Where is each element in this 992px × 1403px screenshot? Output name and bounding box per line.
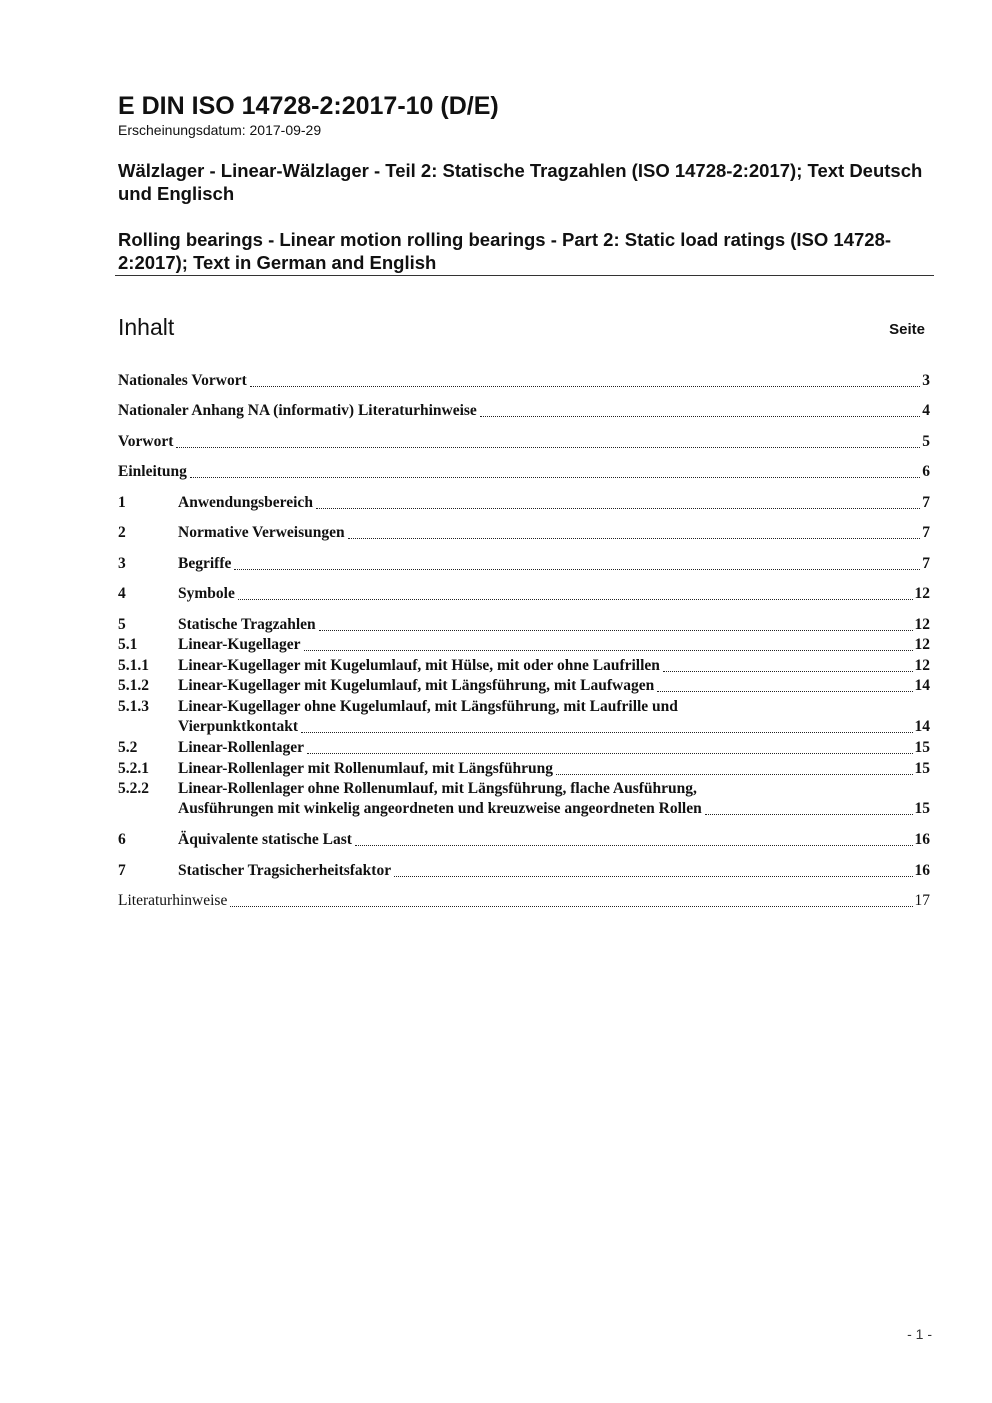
title-german: Wälzlager - Linear-Wälzlager - Teil 2: Statische Tragzahlen (ISO 14728-2:2017); Text Deutsch und Englisch: [118, 160, 923, 204]
toc-entry-number: 6: [118, 831, 126, 848]
toc-entry-text: Linear-Kugellager mit Kugelumlauf, mit Hülse, mit oder ohne Laufrillen: [178, 657, 660, 674]
toc-leader: [230, 906, 912, 907]
toc-entry-vorwort[interactable]: [118, 432, 930, 452]
toc-leader: [657, 691, 912, 692]
toc-leader: [480, 416, 920, 417]
toc-entry-5-1-3[interactable]: [118, 697, 930, 737]
toc-entry-number: 5.1: [118, 636, 138, 653]
toc-entry-text: Äquivalente statische Last: [178, 831, 352, 848]
toc-entry-page: 15: [914, 739, 930, 756]
toc-entry-text: Linear-Rollenlager: [178, 739, 304, 756]
toc-leader: [556, 774, 912, 775]
toc-entry-text: Einleitung: [118, 463, 187, 480]
document-title: E DIN ISO 14728-2:2017-10 (D/E): [118, 92, 499, 120]
toc-entry-number: 5.1.1: [118, 657, 149, 674]
toc-entry-number: 7: [118, 862, 126, 879]
toc-leader: [319, 630, 913, 631]
toc-entry-5-1-1[interactable]: [118, 656, 930, 676]
toc-entry-5-1-2[interactable]: [118, 676, 930, 696]
toc-entry-page: 15: [914, 760, 930, 777]
toc-entry-text: Begriffe: [178, 555, 232, 572]
toc-entry-number: 5.1.2: [118, 677, 149, 694]
toc-entry-3[interactable]: [118, 554, 930, 574]
toc-leader: [304, 650, 913, 651]
toc-entry-5-2-1[interactable]: [118, 759, 930, 779]
toc-leader: [234, 569, 920, 570]
toc-entry-text-line2: Ausführungen mit winkelig angeordneten und kreuzweise angeordneten Rollen: [178, 800, 702, 817]
toc-entry-number: 1: [118, 494, 126, 511]
toc-entry-page: 12: [914, 636, 930, 653]
toc-entry-text: Literaturhinweise: [118, 892, 228, 909]
toc-entry-text-line2: Vierpunktkontakt: [178, 718, 299, 735]
toc-entry-5-2-2[interactable]: [118, 779, 930, 819]
toc-entry-text-line1: Linear-Kugellager ohne Kugelumlauf, mit Längsführung, mit Laufrille und: [178, 698, 678, 715]
toc-entry-page: 7: [922, 555, 930, 572]
toc-entry-4[interactable]: [118, 584, 930, 604]
toc-entry-2[interactable]: [118, 523, 930, 543]
toc-entry-number: 5: [118, 616, 126, 633]
page-number: - 1 -: [907, 1326, 932, 1342]
toc-entry-7[interactable]: [118, 861, 930, 881]
toc-entry-page: 12: [914, 657, 930, 674]
toc-entry-page: 4: [922, 402, 930, 419]
title-english: Rolling bearings - Linear motion rolling bearings - Part 2: Static load ratings (ISO 14728-2:2017); Text in German and English: [118, 229, 892, 273]
toc-entry-page: 12: [914, 585, 930, 602]
toc-entry-page: 7: [922, 524, 930, 541]
toc-entry-number: 5.2: [118, 739, 138, 756]
toc-leader: [250, 386, 921, 387]
toc-entry-number: 2: [118, 524, 126, 541]
toc-entry-number: 3: [118, 555, 126, 572]
toc-entry-text: Statischer Tragsicherheitsfaktor: [178, 862, 392, 879]
toc-leader: [307, 753, 913, 754]
toc-heading: Inhalt: [118, 314, 175, 340]
toc-leader: [176, 447, 920, 448]
toc-leader: [394, 876, 912, 877]
toc-leader: [348, 538, 921, 539]
toc-entry-einleitung[interactable]: [118, 462, 930, 482]
toc-entry-number: 5.1.3: [118, 698, 149, 715]
toc-entry-page: 6: [922, 463, 930, 480]
toc-entry-1[interactable]: [118, 493, 930, 513]
toc-entry-text: Anwendungsbereich: [178, 494, 313, 511]
toc-entry-text: Statische Tragzahlen: [178, 616, 316, 633]
toc-leader: [663, 671, 913, 672]
toc-leader: [355, 845, 913, 846]
toc-entry-page: 14: [914, 718, 930, 735]
toc-entry-page: 5: [922, 433, 930, 450]
toc-entry-page: 17: [914, 892, 930, 909]
toc-entry-text: Vorwort: [118, 433, 174, 450]
toc-entry-number: 4: [118, 585, 126, 602]
toc-entry-page: 14: [914, 677, 930, 694]
toc-leader: [705, 814, 913, 815]
toc-entry-number: 5.2.1: [118, 760, 149, 777]
toc-entry-nationales-vorwort[interactable]: [118, 371, 930, 391]
toc-entry-literaturhinweise[interactable]: [118, 891, 930, 911]
toc-leader: [190, 477, 920, 478]
toc-entry-text: Nationaler Anhang NA (informativ) Literaturhinweise: [118, 402, 477, 419]
toc-entry-text: Linear-Kugellager mit Kugelumlauf, mit Längsführung, mit Laufwagen: [178, 677, 655, 694]
toc-entry-text: Symbole: [178, 585, 235, 602]
toc-entry-number: 5.2.2: [118, 780, 149, 797]
toc-page-column-label: Seite: [889, 321, 925, 338]
toc-entry-page: 16: [914, 862, 930, 879]
toc-entry-5-1[interactable]: [118, 635, 930, 655]
toc-entry-page: 12: [914, 616, 930, 633]
toc-entry-5-2[interactable]: [118, 738, 930, 758]
toc-leader: [301, 732, 912, 733]
toc-entry-text: Normative Verweisungen: [178, 524, 345, 541]
toc-entry-text: Linear-Kugellager: [178, 636, 301, 653]
toc-entry-page: 3: [922, 372, 930, 389]
toc-entry-6[interactable]: [118, 830, 930, 850]
header-divider: [115, 275, 934, 276]
toc-entry-page: 15: [914, 800, 930, 817]
toc-entry-page: 7: [922, 494, 930, 511]
toc-leader: [316, 508, 920, 509]
publication-date: Erscheinungsdatum: 2017-09-29: [118, 122, 322, 138]
toc-entry-5[interactable]: [118, 615, 930, 635]
toc-entry-nationaler-anhang[interactable]: [118, 401, 930, 421]
toc-entry-text: Linear-Rollenlager mit Rollenumlauf, mit Längsführung: [178, 760, 554, 777]
toc-entry-page: 16: [914, 831, 930, 848]
toc-entry-text: Nationales Vorwort: [118, 372, 247, 389]
toc-leader: [238, 599, 913, 600]
toc-entry-text-line1: Linear-Rollenlager ohne Rollenumlauf, mit Längsführung, flache Ausführung,: [178, 780, 697, 797]
